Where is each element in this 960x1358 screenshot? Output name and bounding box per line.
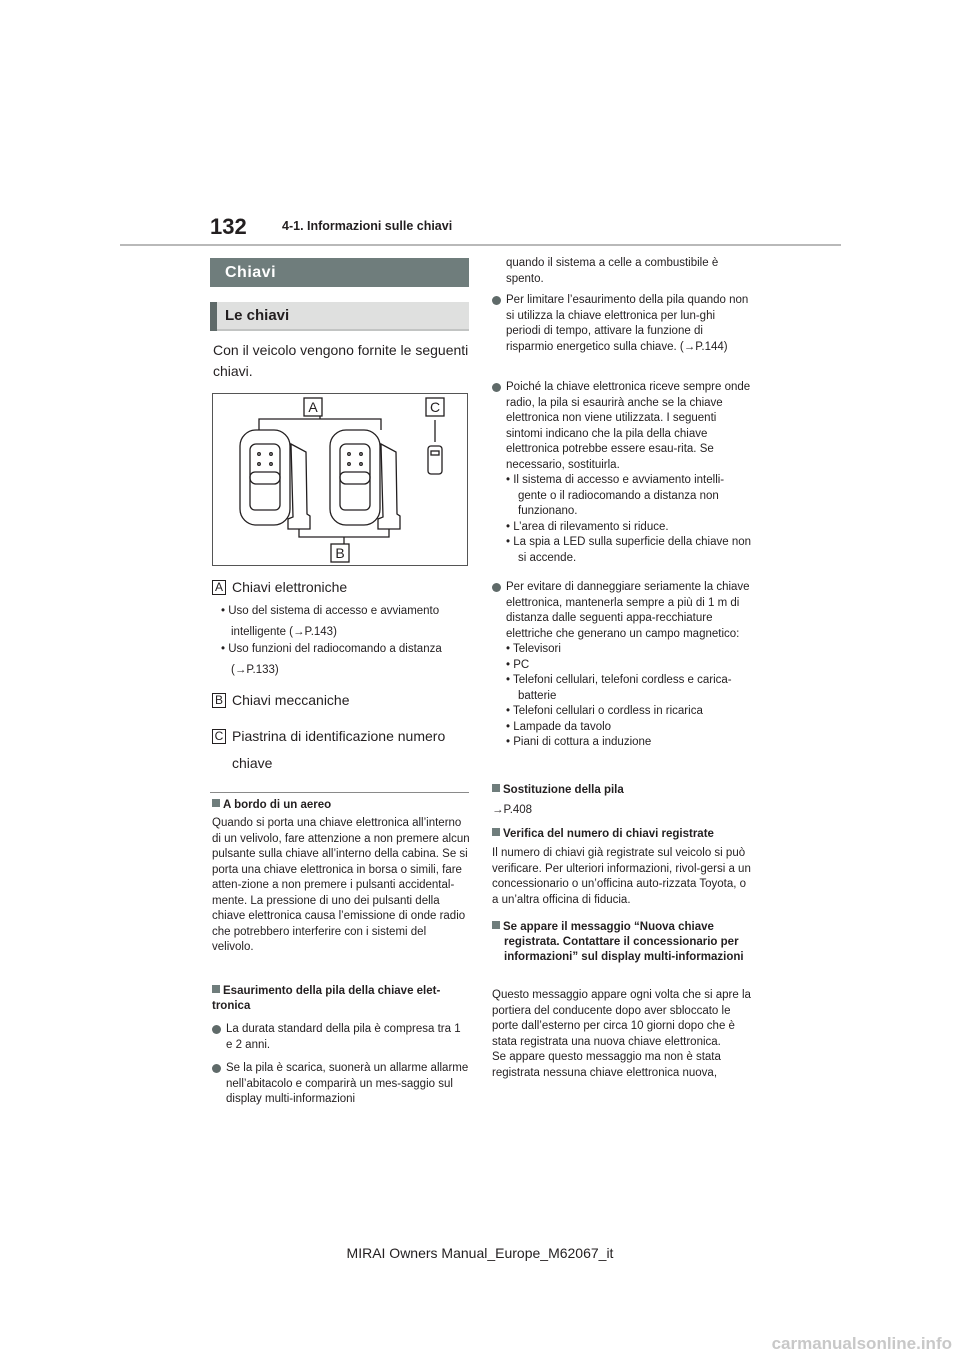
heading-replace bbox=[492, 783, 752, 798]
bullet-radio-waves-text: Poiché la chiave elettronica riceve sempre onde radio, la pila si esaurirà anche se la chiave elettronica non viene utilizzata. I seguenti sintomi indicano che la pila della chiave elettronica potrebbe essere esau-rita. Se necessario, sostituirla. bbox=[506, 381, 751, 471]
item-a-sub1b: intelligente (→P.143) bbox=[231, 626, 337, 638]
heading-new-key bbox=[492, 920, 754, 965]
bullet-battery-low bbox=[212, 1061, 470, 1108]
item-a-sub2: • Uso funzioni del radiocomando a distanza bbox=[221, 643, 442, 655]
heading-battery-text: Esaurimento della pila della chiave elet-tronica bbox=[212, 985, 441, 1012]
subsection-bar bbox=[210, 302, 469, 331]
bullet-radio-waves bbox=[492, 380, 752, 566]
item-c-text: Piastrina di identificazione numero bbox=[232, 728, 446, 744]
bullet-dot bbox=[212, 1025, 221, 1034]
bullet-power-save-text: Per limitare l’esaurimento della pila quando non si utilizza la chiave elettronica per lun-ghi periodi di tempo, attivare la funzione di risparmio energetico sulla chiave. (→P.144) bbox=[506, 294, 749, 353]
bullet-dot bbox=[212, 1064, 221, 1073]
symptom-1: • Il sistema di accesso e avviamento intelli-gente o il radiocomando a distanza non funzionano. bbox=[506, 474, 725, 517]
heading-verify bbox=[492, 827, 752, 842]
label-b: B bbox=[335, 545, 345, 561]
device-6: • Piani di cottura a induzione bbox=[506, 736, 652, 748]
device-5: • Lampade da tavolo bbox=[506, 720, 612, 733]
footer-text: MIRAI Owners Manual_Europe_M62067_it bbox=[346, 1245, 614, 1261]
item-a-text: Chiavi elettroniche bbox=[232, 579, 348, 595]
heading-marker bbox=[492, 784, 500, 792]
heading-battery bbox=[212, 984, 470, 1014]
bullet-battery-life bbox=[212, 1022, 470, 1053]
item-b-text: Chiavi meccaniche bbox=[232, 692, 350, 708]
para-verify: Il numero di chiavi già registrate sul veicolo si può verificare. Per ulteriori informazioni, rivol-gersi a un concessionario o un’officina auto-rizzata Toyota, o a un’altra officina di fiducia. bbox=[492, 847, 751, 906]
keys-illustration-svg bbox=[213, 394, 467, 565]
heading-verify-text: Verifica del numero di chiavi registrate bbox=[503, 828, 714, 840]
bullet-battery-life-text: La durata standard della pila è compresa tra 1 e 2 anni. bbox=[226, 1023, 461, 1051]
para-new-key bbox=[492, 988, 754, 1081]
page-number: 132 bbox=[210, 214, 247, 239]
item-c-letter: C bbox=[212, 729, 226, 744]
watermark: carmanualsonline.info bbox=[771, 1334, 952, 1353]
section-separator bbox=[210, 792, 469, 793]
subsection-title: Le chiavi bbox=[225, 307, 290, 324]
heading-marker bbox=[492, 828, 500, 836]
symptom-2: • L’area di rilevamento si riduce. bbox=[506, 520, 669, 533]
para-continued: quando il sistema a celle a combustibile è spento. bbox=[506, 257, 719, 285]
heading-airplane bbox=[212, 798, 470, 813]
item-a-sub1: • Uso del sistema di accesso e avviamento bbox=[221, 605, 440, 617]
para-new-key-1: Questo messaggio appare ogni volta che si apre la portiera del conducente dopo aver sbloccato le porte dall’esterno per circa 10 giorni dopo che è stata registrata una nuova chiave elettronica. bbox=[492, 989, 751, 1048]
chapter-title: 4-1. Informazioni sulle chiavi bbox=[282, 219, 453, 233]
item-b bbox=[212, 689, 350, 711]
bullet-battery-low-text: Se la pila è scarica, suonerà un allarme allarme nell’abitacolo e comparirà un mes-saggio sul display multi-informazioni bbox=[226, 1062, 469, 1105]
bullet-magnetic-text: Per evitare di danneggiare seriamente la chiave elettronica, mantenerla sempre a più di 1 m di distanza dalle seguenti appa-recchiature elettriche che generano un campo magnetico: bbox=[506, 581, 750, 640]
item-a-sub2b: (→P.133) bbox=[231, 664, 279, 676]
item-b-letter: B bbox=[212, 693, 226, 708]
para-replace: →P.408 bbox=[492, 804, 533, 816]
item-a bbox=[212, 576, 347, 598]
subsection-marker bbox=[210, 302, 217, 331]
device-2: • PC bbox=[506, 658, 530, 671]
para-new-key-2: Se appare questo messaggio ma non è stata registrata nessuna chiave elettronica nuova, bbox=[492, 1051, 721, 1079]
device-4: • Telefoni cellulari o cordless in ricarica bbox=[506, 705, 703, 717]
heading-replace-text: Sostituzione della pila bbox=[503, 784, 624, 796]
intro-text: Con il veicolo vengono fornite le seguenti chiavi. bbox=[213, 342, 469, 379]
heading-marker bbox=[212, 799, 220, 807]
heading-new-key-text: Se appare il messaggio “Nuova chiave registrata. Contattare il concessionario per informazioni” sul display multi-informazioni bbox=[503, 921, 744, 963]
device-1: • Televisori bbox=[506, 643, 561, 655]
device-3: • Telefoni cellulari, telefoni cordless e carica-batterie bbox=[506, 674, 732, 702]
symptom-3: • La spia a LED sulla superficie della chiave non si accende. bbox=[506, 536, 752, 564]
bullet-dot bbox=[492, 583, 501, 592]
bullet-dot bbox=[492, 296, 501, 305]
para-airplane: Quando si porta una chiave elettronica all’interno di un velivolo, fare attenzione a non premere alcun pulsante sulla chiave all’interno della cabina. Se si porta una chiave elettronica in borsa o simili, fare atten-zione a non premere i pulsanti accidental-mente. La pressione di uno dei pulsanti della chiave elettronica causa l’emissione di onde radio che potrebbero interferire con i sistemi del velivolo. bbox=[212, 817, 470, 953]
heading-airplane-text: A bordo di un aereo bbox=[223, 799, 332, 811]
label-c: C bbox=[429, 399, 441, 415]
item-c-text2: chiave bbox=[232, 755, 273, 771]
bullet-magnetic bbox=[492, 580, 752, 751]
bullet-power-save bbox=[492, 293, 752, 355]
item-a-letter: A bbox=[212, 580, 226, 595]
item-c bbox=[212, 725, 445, 747]
keys-illustration bbox=[212, 393, 468, 566]
header-rule bbox=[120, 244, 841, 246]
bullet-dot bbox=[492, 383, 501, 392]
section-title: Chiavi bbox=[210, 258, 469, 287]
heading-marker bbox=[212, 985, 220, 993]
heading-marker bbox=[492, 921, 500, 929]
label-a: A bbox=[308, 399, 318, 415]
